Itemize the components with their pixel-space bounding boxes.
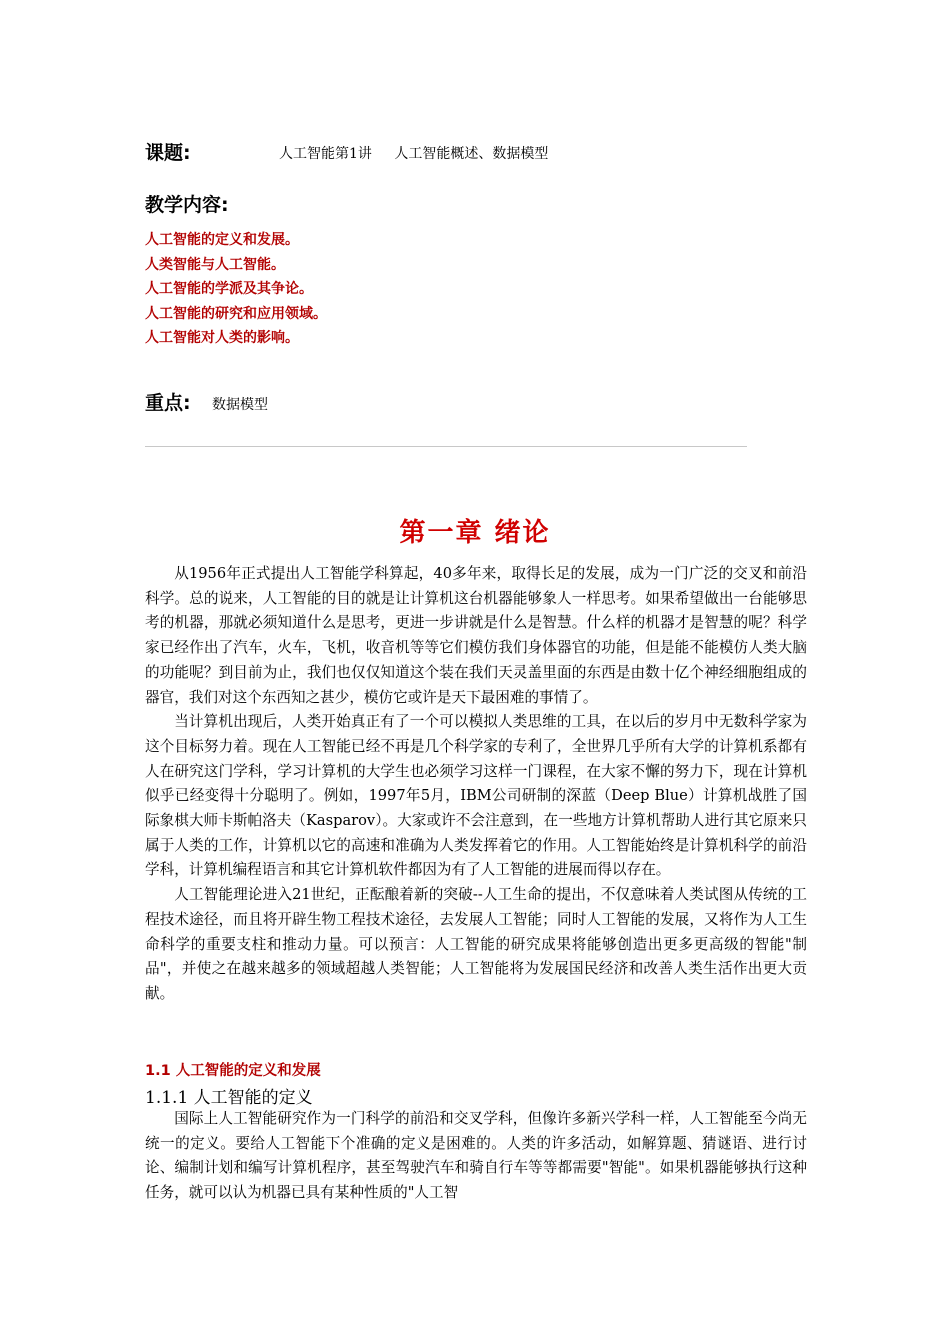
objective-item: 人类智能与人工智能。 [145,256,285,273]
objectives-list [145,228,327,351]
objective-item: 人工智能对人类的影响。 [145,330,299,346]
subsection-heading: 1.1.1 人工智能的定义 [145,1088,313,1108]
teaching-content-label: 教学内容: [145,194,229,216]
paragraph: 国际上人工智能研究作为一门科学的前沿和交叉学科，但像许多新兴学科一样，人工智能至今尚无统一的定义。要给人工智能下个准确的定义是困难的。人类的许多活动，如解算题、猜谜语、进行讨论、编制计划和编写计算机程序，甚至驾驶汽车和骑自行车等等都需要"智能"。如果机器能够执行这种任务，就可以认为机器已具有某种性质的"人工智 [145,1110,807,1202]
paragraph: 当计算机出现后，人类开始真正有了一个可以模拟人类思维的工具，在以后的岁月中无数科学家为这个目标努力着。现在人工智能已经不再是几个科学家的专利了，全世界几乎所有大学的计算机系都有人在研究这门学科，学习计算机的大学生也必须学习这样一门课程，在大家不懈的努力下，现在计算机似乎已经变得十分聪明了。例如，1997年5月，IBM公司研制的深蓝（Deep Blue）计算机战胜了国际象棋大师卡斯帕洛夫（Kasparov）。大家或许不会注意到，在一些地方计算机帮助人进行其它原来只属于人类的工作，计算机以它的高速和准确为人类发挥着它的作用。人工智能始终是计算机科学的前沿学科，计算机编程语言和其它计算机软件都因为有了人工智能的进展而得以存在。 [145,713,807,879]
objective-item: 人工智能的学派及其争论。 [145,281,313,297]
chapter-title: 第一章 绪论 [399,518,551,548]
objective-item: 人工智能的定义和发展。 [145,232,299,248]
objective-item: 人工智能的研究和应用领域。 [145,305,327,322]
subject-text: 人工智能第1讲 人工智能概述、数据模型 [279,146,549,162]
key-point-text: 数据模型 [212,397,268,413]
subject-label: 课题: [145,142,191,164]
chapter-body [145,562,807,1007]
section-body [145,1107,807,1206]
section-heading: 1.1 人工智能的定义和发展 [145,1063,321,1079]
divider [145,446,747,447]
key-point-label: 重点: [145,392,191,414]
paragraph: 人工智能理论进入21世纪，正酝酿着新的突破--人工生命的提出，不仅意味着人类试图从传统的工程技术途径，而且将开辟生物工程技术途径，去发展人工智能；同时人工智能的发展，又将作为人工生命科学的重要支柱和推动力量。可以预言：人工智能的研究成果将能够创造出更多更高级的智能"制品"，并使之在越来越多的领域超越人类智能；人工智能将为发展国民经济和改善人类生活作出更大贡献。 [145,886,807,1002]
paragraph: 从1956年正式提出人工智能学科算起，40多年来，取得长足的发展，成为一门广泛的交叉和前沿科学。总的说来，人工智能的目的就是让计算机这台机器能够象人一样思考。如果希望做出一台能够思考的机器，那就必须知道什么是思考，更进一步讲就是什么是智慧。什么样的机器才是智慧的呢？科学家已经作出了汽车，火车，飞机，收音机等等它们模仿我们身体器官的功能，但是能不能模仿人类大脑的功能呢？到目前为止，我们也仅仅知道这个装在我们天灵盖里面的东西是由数十亿个神经细胞组成的器官，我们对这个东西知之甚少，模仿它或许是天下最困难的事情了。 [145,565,807,706]
